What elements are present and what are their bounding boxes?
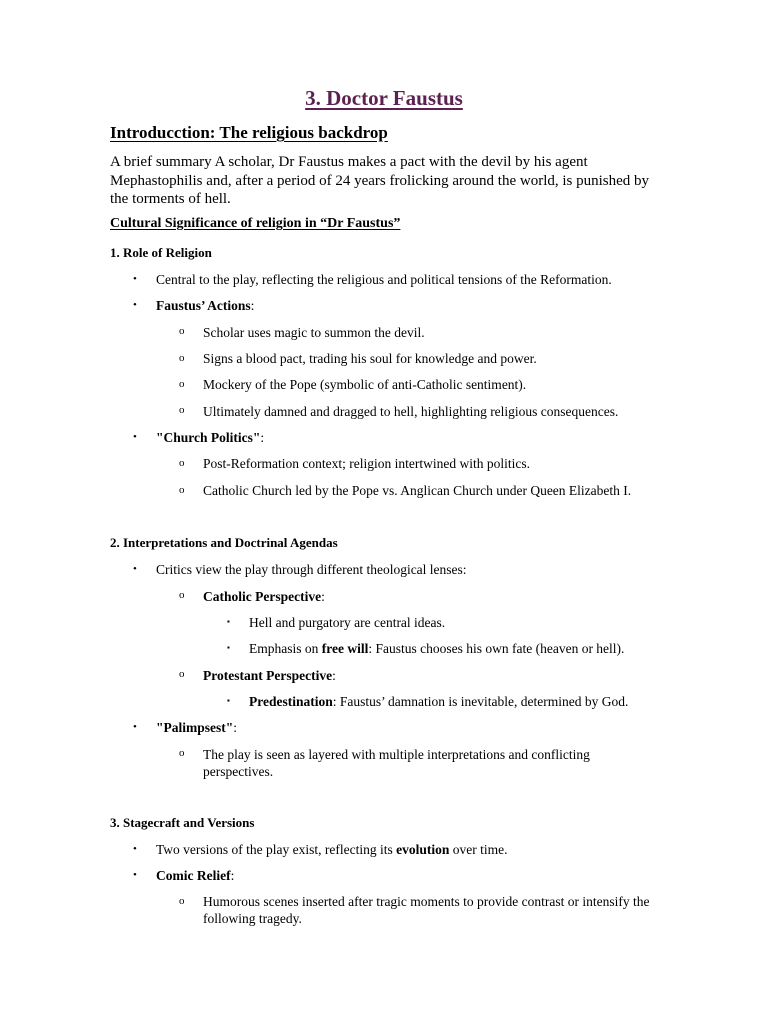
sub-list-item: Post-Reformation context; religion intertwined with politics. [203, 456, 530, 471]
sub-sub-list-item-bold: Predestination [249, 694, 333, 709]
sub-list-item: Signs a blood pact, trading his soul for knowledge and power. [203, 351, 537, 366]
sub-sub-list-item [249, 640, 624, 657]
list-item-bold: "Church Politics" [156, 430, 261, 445]
sub-list-item-bold: Protestant Perspective [203, 668, 333, 683]
sub-sub-list-item-text: Emphasis on [249, 641, 322, 656]
list-item-text: : [230, 868, 235, 883]
circle-marker: o [179, 325, 185, 337]
sub-list-item-bold: Catholic Perspective [203, 589, 322, 604]
intro-paragraph: A brief summary A scholar, Dr Faustus makes a pact with the devil by his agent Mephastophilis and, after a period of 24 years frolicking around the world, is punished by the torments of hell. [110, 154, 650, 207]
circle-marker: o [179, 457, 185, 469]
circle-marker: o [179, 668, 185, 680]
bullet-marker: • [133, 869, 137, 881]
sub-sub-list-item: Hell and purgatory are central ideas. [249, 615, 446, 630]
circle-marker: o [179, 352, 185, 364]
circle-marker: o [179, 404, 185, 416]
bullet-marker: • [133, 843, 137, 855]
sub-list-item [203, 588, 325, 605]
sub-sub-list-item [249, 693, 628, 710]
bullet-marker: • [133, 563, 137, 575]
list-item-bold: evolution [396, 842, 450, 857]
document-title: 3. Doctor Faustus [305, 86, 463, 110]
sub-list-item-text: : [332, 668, 336, 683]
intro-heading: Introducction: The religious backdrop [110, 123, 388, 142]
sub-sub-list-item-bold: free will [321, 641, 369, 656]
list-item-text: over time. [449, 842, 508, 857]
bullet-marker: • [133, 273, 137, 285]
square-marker: ▪ [227, 617, 230, 626]
list-item [156, 841, 508, 858]
list-item: Central to the play, reflecting the religious and political tensions of the Reformation. [156, 272, 612, 287]
list-item [156, 867, 234, 884]
list-item: Critics view the play through different theological lenses: [156, 562, 467, 577]
sub-sub-list-item-text: : Faustus chooses his own fate (heaven or hell). [368, 641, 625, 656]
bullet-marker: • [133, 721, 137, 733]
list-item [156, 429, 264, 446]
sub-list-item [203, 667, 336, 684]
circle-marker: o [179, 484, 185, 496]
square-marker: ▪ [227, 643, 230, 652]
list-item-text: : [260, 430, 265, 445]
sub-list-item-text: : [321, 589, 325, 604]
sub-list-item: Scholar uses magic to summon the devil. [203, 325, 425, 340]
circle-marker: o [179, 747, 185, 759]
sub-sub-list-item-text: : Faustus’ damnation is inevitable, determined by God. [332, 694, 629, 709]
sub-list-item: Ultimately damned and dragged to hell, highlighting religious consequences. [203, 404, 619, 419]
square-marker: ▪ [227, 696, 230, 705]
cultural-significance-heading: Cultural Significance of religion in “Dr Faustus” [110, 216, 401, 231]
sub-list-item: Humorous scenes inserted after tragic moments to provide contrast or intensify the following tragedy. [203, 894, 650, 926]
sub-list-item: The play is seen as layered with multiple interpretations and conflicting perspectives. [203, 747, 590, 779]
section-1-heading: 1. Role of Religion [110, 245, 212, 260]
sub-list-item: Mockery of the Pope (symbolic of anti-Catholic sentiment). [203, 377, 527, 392]
list-item-bold: Faustus’ Actions [156, 298, 251, 313]
bullet-marker: • [133, 431, 137, 443]
list-item-text: : [250, 298, 255, 313]
list-item [156, 719, 237, 736]
list-item-text: : [233, 720, 238, 735]
circle-marker: o [179, 589, 185, 601]
section-2-heading: 2. Interpretations and Doctrinal Agendas [110, 535, 338, 550]
section-3-heading: 3. Stagecraft and Versions [110, 815, 255, 830]
list-item-text: Two versions of the play exist, reflecting its [156, 842, 397, 857]
bullet-marker: • [133, 299, 137, 311]
list-item [156, 297, 254, 314]
sub-list-item: Catholic Church led by the Pope vs. Anglican Church under Queen Elizabeth I. [203, 483, 632, 498]
list-item-bold: "Palimpsest" [156, 720, 234, 735]
circle-marker: o [179, 895, 185, 907]
circle-marker: o [179, 378, 185, 390]
list-item-bold: Comic Relief [156, 868, 231, 883]
